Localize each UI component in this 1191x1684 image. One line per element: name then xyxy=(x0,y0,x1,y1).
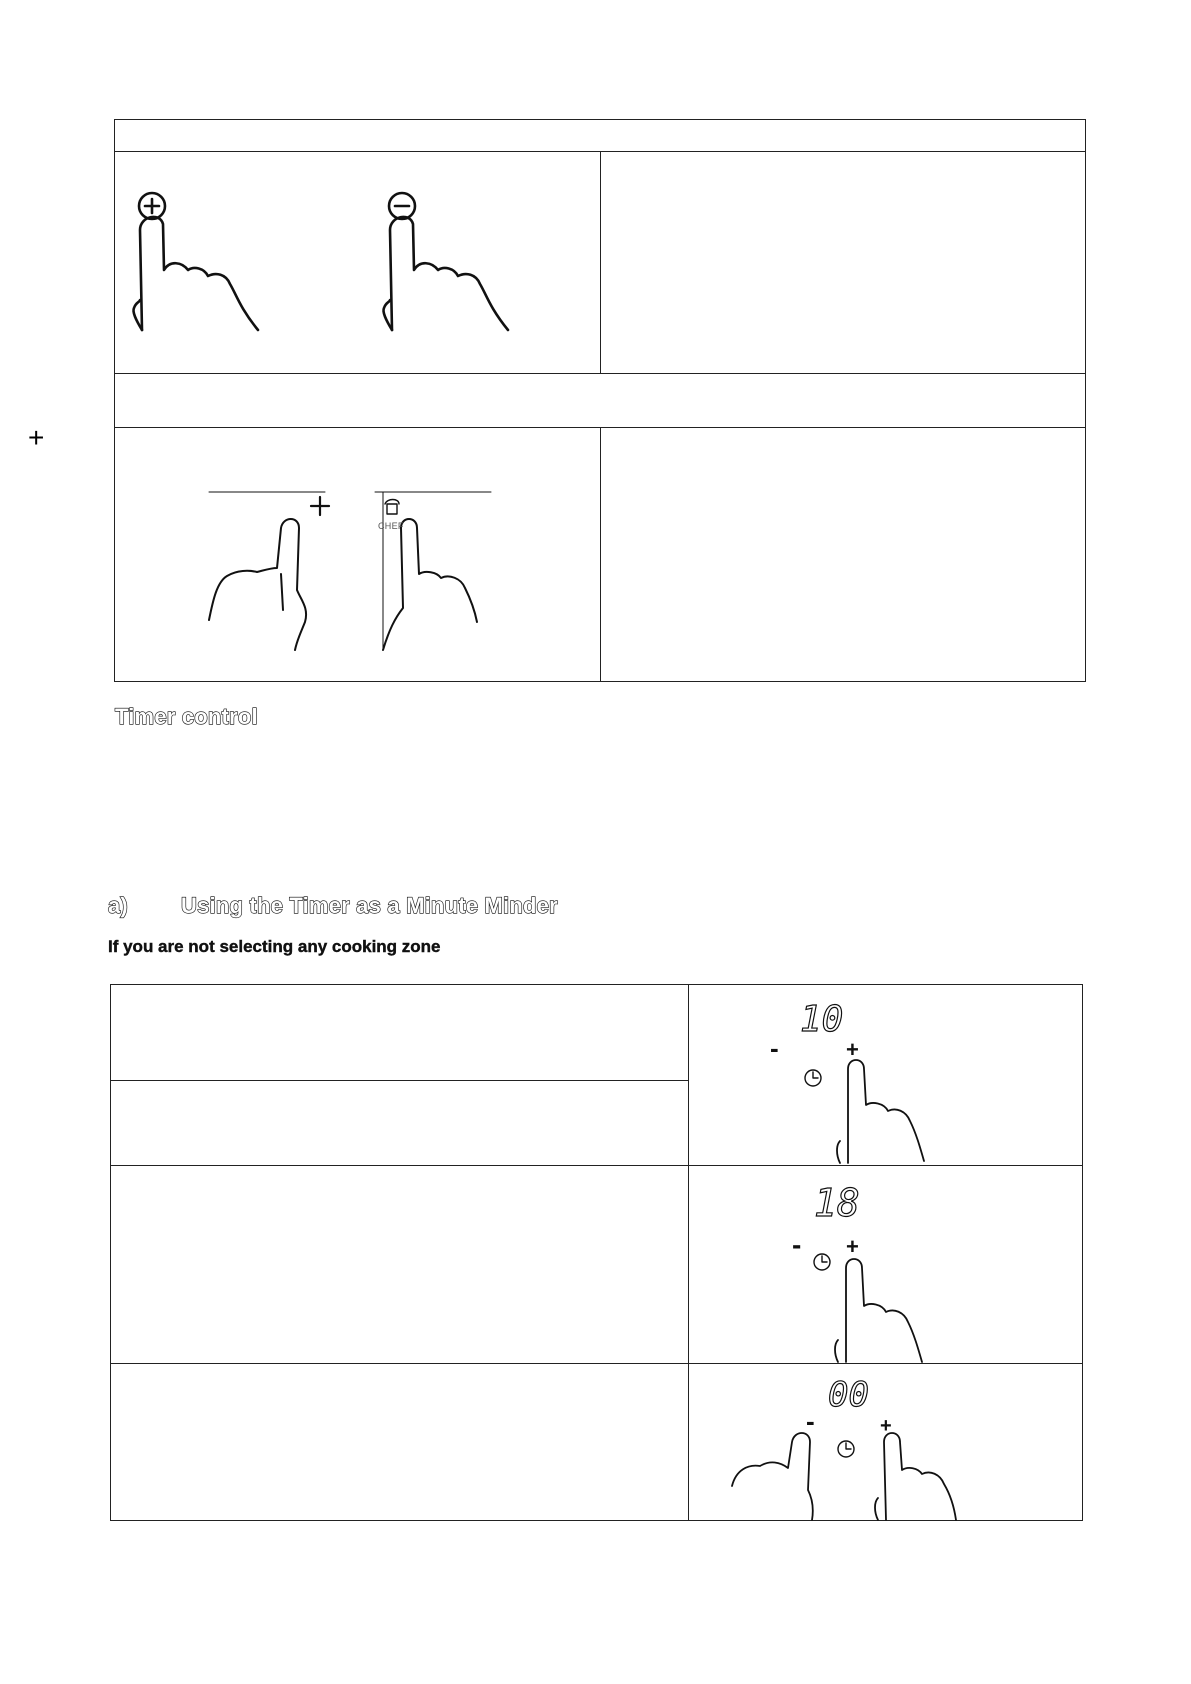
timer-display-00: 00 xyxy=(828,1375,869,1415)
minus-label-3: - xyxy=(806,1406,815,1436)
table1-row-divider-2 xyxy=(114,373,1086,374)
table2-col-divider xyxy=(688,984,689,1521)
chef-plus-touch-illustration xyxy=(205,490,505,650)
margin-plus-mark: + xyxy=(28,422,45,453)
chef-label: CHEF xyxy=(378,521,404,531)
table2-row-divider-1a xyxy=(110,1080,688,1081)
minute-minder-letter: a) xyxy=(108,893,128,918)
table1-col-divider-2 xyxy=(600,427,601,682)
minus-label: - xyxy=(770,1033,779,1063)
table1-col-divider-1 xyxy=(600,151,601,373)
table2-row-divider-3 xyxy=(110,1363,1083,1364)
plus-touch-illustration xyxy=(130,190,270,330)
timer-adjust-illustration xyxy=(780,1178,980,1363)
timer-set-illustration xyxy=(760,995,960,1165)
plus-label: + xyxy=(846,1037,859,1062)
timer-control-heading: Timer control xyxy=(115,704,258,729)
minus-touch-illustration xyxy=(380,190,520,330)
plus-label-2: + xyxy=(846,1234,859,1259)
minute-minder-subtitle: If you are not selecting any cooking zone xyxy=(108,937,441,956)
table2-row-divider-2 xyxy=(110,1165,1083,1166)
minus-label-2: - xyxy=(792,1229,802,1260)
minute-minder-title: Using the Timer as a Minute Minder xyxy=(181,893,558,918)
timer-display-10: 10 xyxy=(800,999,844,1040)
timer-display-18: 18 xyxy=(814,1181,860,1225)
plus-label-3: + xyxy=(880,1415,892,1437)
timer-cancel-illustration xyxy=(730,1370,990,1520)
